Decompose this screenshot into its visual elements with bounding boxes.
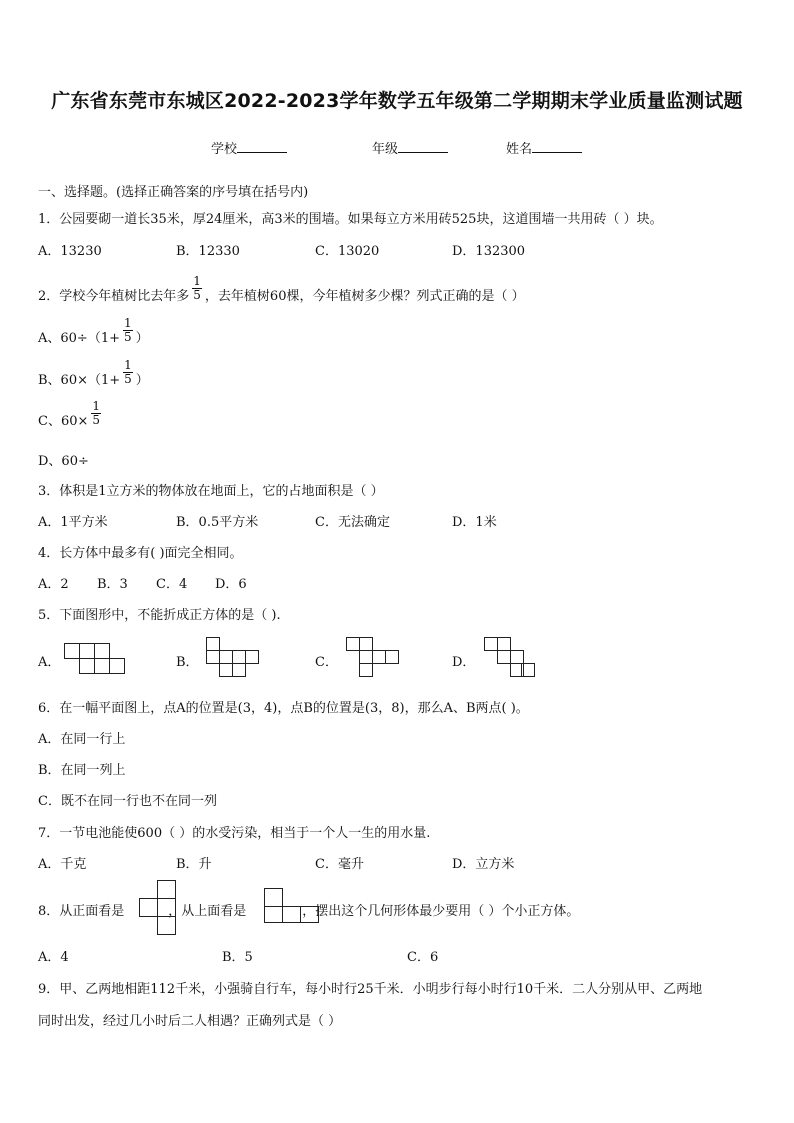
fraction: $\frac{1}{5}$ bbox=[124, 316, 132, 344]
question-8: 8．从正面看是 ，从上面看是 ，摆出这个几何形体最少要用（ ）个小正方体。 bbox=[38, 904, 580, 919]
q2-option-d[interactable]: D、60÷ bbox=[38, 454, 89, 469]
grade-label: 年级 bbox=[372, 142, 399, 157]
question-5: 5．下面图形中，不能折成正方体的是（ ). bbox=[38, 608, 281, 623]
question-4: 4．长方体中最多有( )面完全相同。 bbox=[38, 546, 243, 561]
q4-option-c[interactable]: C．4 bbox=[156, 577, 188, 592]
q8-option-b[interactable]: B．5 bbox=[222, 950, 253, 965]
fraction: $\frac{1}{5}$ bbox=[193, 274, 201, 302]
q4-option-a[interactable]: A．2 bbox=[38, 577, 69, 592]
front-view-figure bbox=[136, 880, 180, 936]
q4-option-d[interactable]: D．6 bbox=[215, 577, 247, 592]
q8-option-c[interactable]: C．6 bbox=[407, 950, 439, 965]
q6-option-c[interactable]: C．既不在同一行也不在同一列 bbox=[38, 794, 217, 809]
school-label: 学校 bbox=[211, 142, 238, 157]
question-9-line-1: 9．甲、乙两地相距112千米，小强骑自行车，每小时行25千米．小明步行每小时行10千米．二人分别从甲、乙两地 bbox=[38, 982, 703, 997]
cube-net-c bbox=[346, 637, 402, 677]
cube-net-d bbox=[484, 637, 536, 677]
q3-option-c[interactable]: C．无法确定 bbox=[315, 515, 390, 530]
school-field[interactable] bbox=[211, 138, 287, 157]
question-9-line-2: 同时出发，经过几小时后二人相遇？正确列式是（ ） bbox=[38, 1014, 342, 1029]
cube-net-b bbox=[206, 637, 264, 677]
q5-option-a[interactable]: A． bbox=[38, 655, 61, 670]
q7-option-c[interactable]: C．毫升 bbox=[315, 857, 364, 872]
q8-option-a[interactable]: A．4 bbox=[38, 950, 69, 965]
cube-net-a bbox=[64, 643, 128, 675]
q5-option-d[interactable]: D． bbox=[452, 655, 476, 670]
q6-option-a[interactable]: A．在同一行上 bbox=[38, 732, 126, 747]
name-label: 姓名 bbox=[506, 142, 533, 157]
q3-option-a[interactable]: A．1平方米 bbox=[38, 515, 108, 530]
question-7: 7．一节电池能使600（ ）的水受污染，相当于一个人一生的用水量. bbox=[38, 826, 431, 841]
q1-option-a[interactable]: A．13230 bbox=[38, 244, 102, 259]
question-6: 6．在一幅平面图上，点A的位置是(3，4)，点B的位置是(3，8)，那么A、B两点( )。 bbox=[38, 701, 529, 716]
q1-option-b[interactable]: B．12330 bbox=[176, 244, 240, 259]
question-2: 2．学校今年植树比去年多 $\frac{1}{5}$ ，去年植树60棵，今年植树多少棵？列式正确的是（ ） bbox=[38, 274, 525, 304]
q6-option-b[interactable]: B．在同一列上 bbox=[38, 763, 126, 778]
fraction: $\frac{1}{5}$ bbox=[124, 358, 132, 386]
q3-option-b[interactable]: B．0.5平方米 bbox=[176, 515, 259, 530]
q3-option-d[interactable]: D．1米 bbox=[452, 515, 497, 530]
q5-option-b[interactable]: B． bbox=[176, 655, 199, 670]
question-3: 3．体积是1立方米的物体放在地面上，它的占地面积是（ ） bbox=[38, 484, 384, 499]
q2-option-a[interactable]: A、60÷（1+ $\frac{1}{5}$ ） bbox=[38, 316, 149, 346]
q1-option-c[interactable]: C．13020 bbox=[315, 244, 380, 259]
fraction: $\frac{1}{5}$ bbox=[92, 399, 101, 427]
section-heading: 一、选择题。(选择正确答案的序号填在括号内) bbox=[38, 185, 309, 200]
q2-option-b[interactable]: B、60×（1+ $\frac{1}{5}$ ） bbox=[38, 358, 149, 388]
q7-option-d[interactable]: D．立方米 bbox=[452, 857, 515, 872]
top-view-figure bbox=[264, 888, 320, 924]
q5-option-c[interactable]: C． bbox=[315, 655, 338, 670]
q7-option-b[interactable]: B．升 bbox=[176, 857, 212, 872]
name-field[interactable] bbox=[506, 138, 582, 157]
q1-option-d[interactable]: D．132300 bbox=[452, 244, 526, 259]
q2-option-c[interactable]: C、60× $\frac{1}{5}$ bbox=[38, 399, 101, 429]
question-1: 1．公园要砌一道长35米，厚24厘米，高3米的围墙。如果每立方米用砖525块，这道围墙一共用砖（ ）块。 bbox=[38, 212, 663, 227]
q7-option-a[interactable]: A．千克 bbox=[38, 857, 87, 872]
q4-option-b[interactable]: B．3 bbox=[97, 577, 128, 592]
grade-field[interactable] bbox=[372, 138, 448, 157]
page-title: 广东省东莞市东城区2022-2023学年数学五年级第二学期期末学业质量监测试题 bbox=[51, 90, 743, 112]
